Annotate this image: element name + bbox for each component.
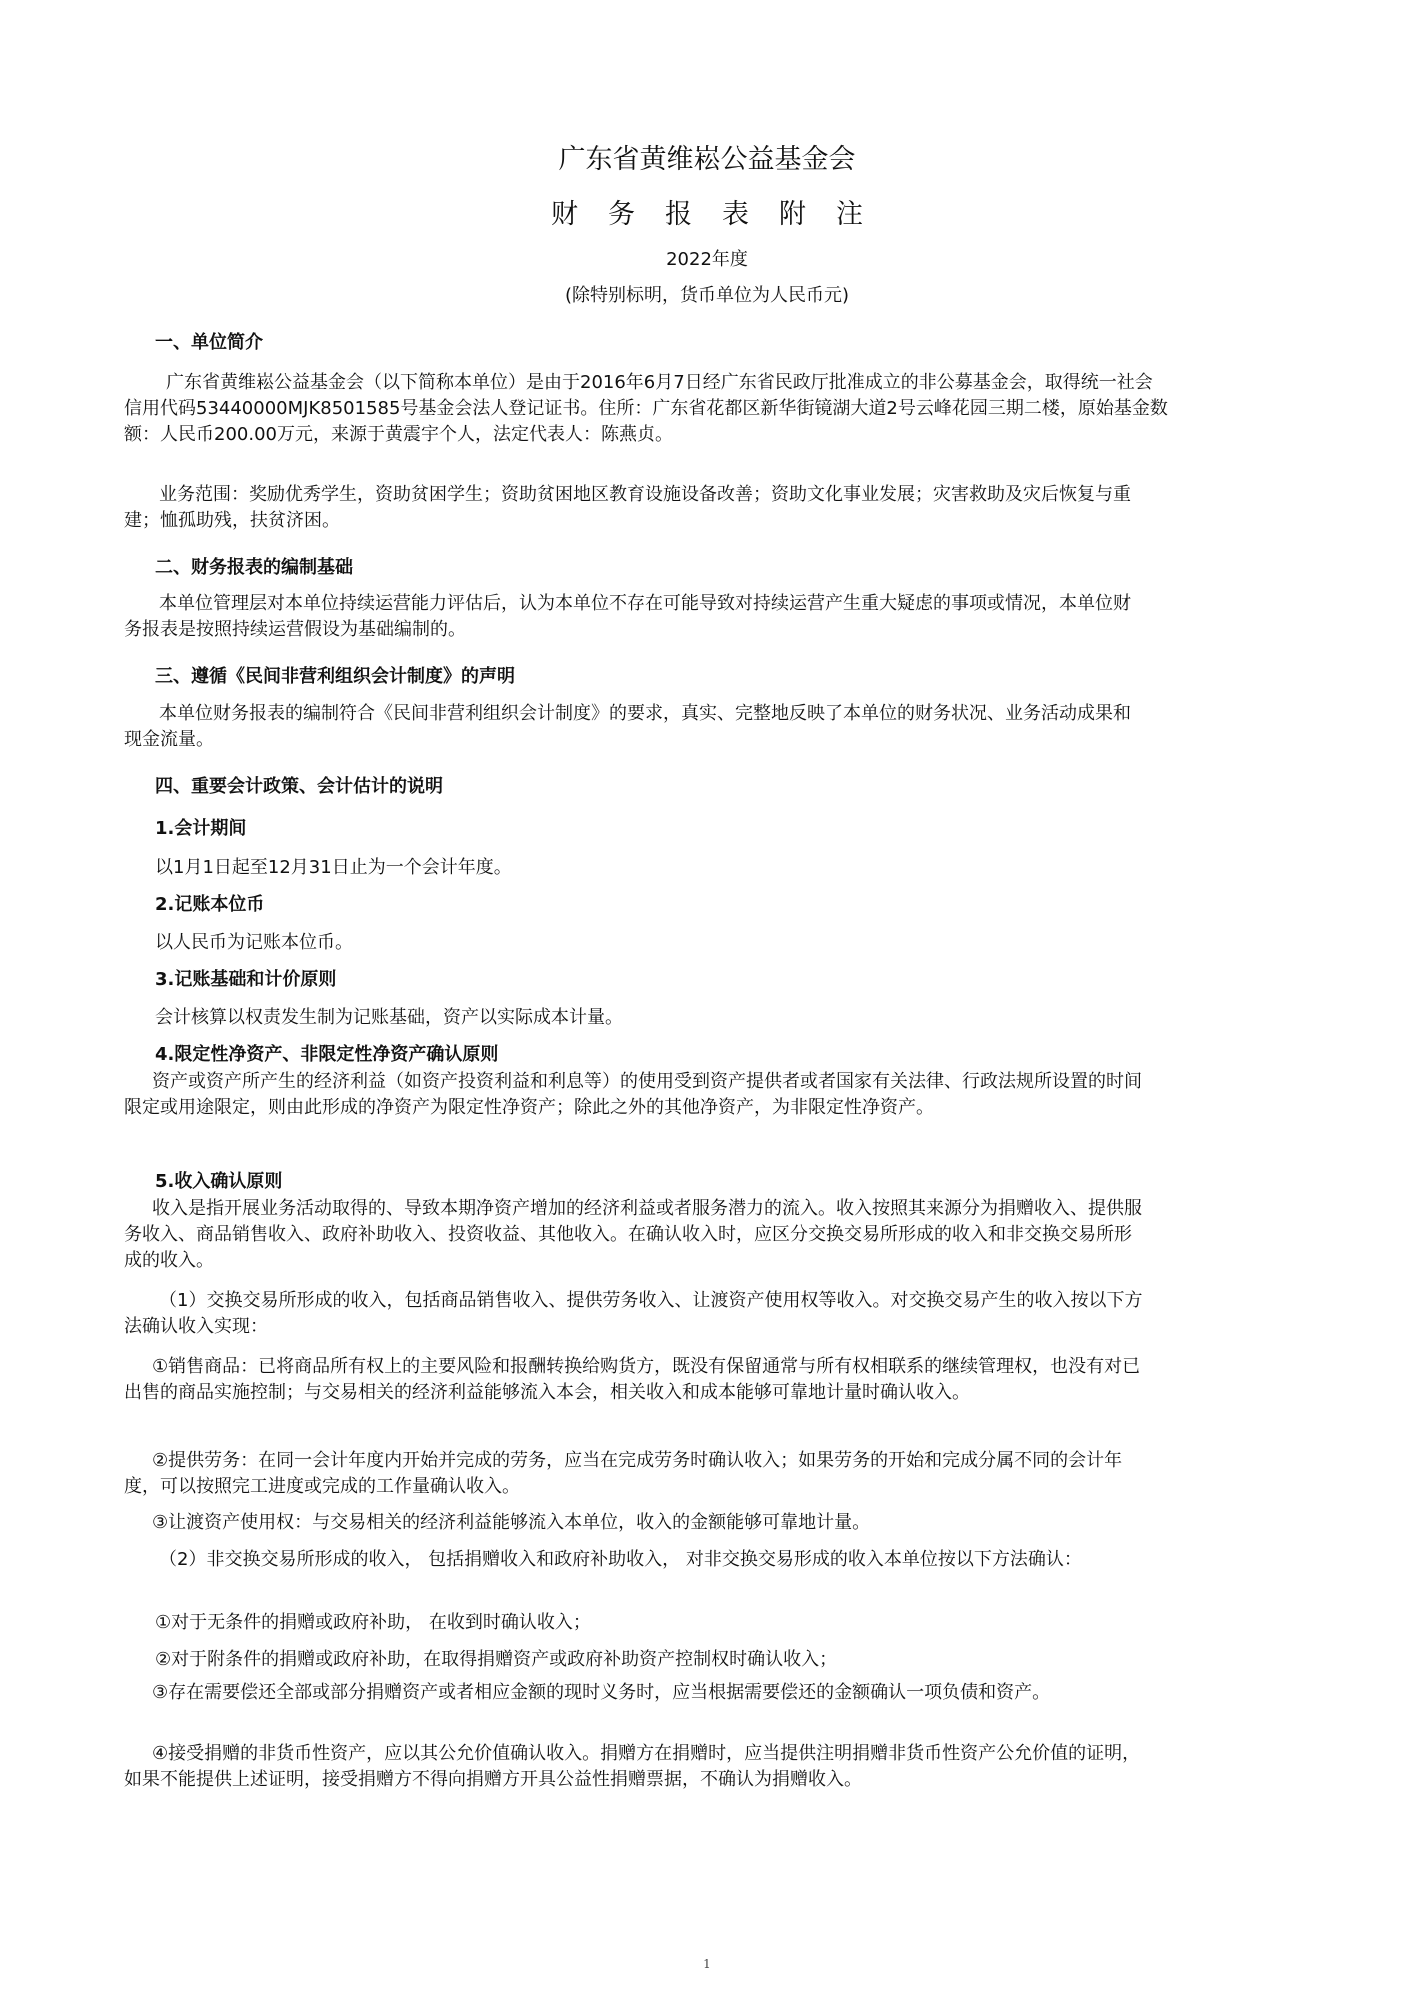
- paragraph-line: 以人民币为记账本位币。: [155, 932, 353, 953]
- org-title: 广东省黄维崧公益基金会: [558, 144, 856, 175]
- paragraph-line: 成的收入。: [124, 1250, 214, 1271]
- paragraph-line: 限定或用途限定，则由此形成的净资产为限定性净资产；除此之外的其他净资产，为非限定性净资产。: [124, 1097, 934, 1118]
- subsection-heading: 1.会计期间: [155, 818, 247, 839]
- paragraph-line: 现金流量。: [124, 729, 214, 750]
- paragraph-line: 建；恤孤助残，扶贫济困。: [124, 510, 340, 531]
- paragraph-line: ③让渡资产使用权：与交易相关的经济利益能够流入本单位，收入的金额能够可靠地计量。: [152, 1512, 871, 1533]
- paragraph-line: ②对于附条件的捐赠或政府补助，在取得捐赠资产或政府补助资产控制权时确认收入；: [155, 1649, 838, 1670]
- paragraph-line: 法确认收入实现：: [124, 1316, 268, 1337]
- paragraph-line: 广东省黄维崧公益基金会（以下简称本单位）是由于2016年6月7日经广东省民政厅批准成立的非公募基金会，取得统一社会: [166, 372, 1153, 393]
- paragraph-line: 出售的商品实施控制；与交易相关的经济利益能够流入本会，相关收入和成本能够可靠地计量时确认收入。: [124, 1382, 970, 1403]
- section-heading-4: 四、重要会计政策、会计估计的说明: [155, 776, 443, 797]
- paragraph-line: 额：人民币200.00万元，来源于黄震宇个人，法定代表人：陈燕贞。: [124, 424, 673, 445]
- currency-note: (除特别标明，货币单位为人民币元): [564, 285, 850, 306]
- subsection-heading: 3.记账基础和计价原则: [155, 969, 337, 990]
- paragraph-line: 务收入、商品销售收入、政府补助收入、投资收益、其他收入。在确认收入时，应区分交换交易所形成的收入和非交换交易所形: [124, 1224, 1132, 1245]
- paragraph-line: 本单位财务报表的编制符合《民间非营利组织会计制度》的要求，真实、完整地反映了本单位的财务状况、业务活动成果和: [159, 703, 1131, 724]
- page-number: 1: [703, 1957, 711, 1971]
- paragraph-line: 如果不能提供上述证明，接受捐赠方不得向捐赠方开具公益性捐赠票据，不确认为捐赠收入。: [124, 1769, 862, 1790]
- paragraph-line: ②提供劳务：在同一会计年度内开始并完成的劳务，应当在完成劳务时确认收入；如果劳务的开始和完成分属不同的会计年: [152, 1450, 1123, 1471]
- subsection-heading: 4.限定性净资产、非限定性净资产确认原则: [155, 1044, 499, 1065]
- paragraph-line: 资产或资产所产生的经济利益（如资产投资利益和利息等）的使用受到资产提供者或者国家有关法律、行政法规所设置的时间: [152, 1071, 1142, 1092]
- document-title: 财务报表附注: [551, 199, 893, 230]
- section-heading-2: 二、财务报表的编制基础: [155, 557, 353, 578]
- paragraph-line: （2）非交换交易所形成的收入， 包括捐赠收入和政府补助收入， 对非交换交易形成的收入本单位按以下方法确认：: [159, 1549, 1082, 1570]
- paragraph-line: 度，可以按照完工进度或完成的工作量确认收入。: [124, 1476, 520, 1497]
- paragraph-line: （1）交换交易所形成的收入，包括商品销售收入、提供劳务收入、让渡资产使用权等收入。对交换交易产生的收入按以下方: [159, 1290, 1143, 1311]
- subsection-heading: 2.记账本位币: [155, 894, 265, 915]
- paragraph-line: 信用代码53440000MJK8501585号基金会法人登记证书。住所：广东省花都区新华街镜湖大道2号云峰花园三期二楼，原始基金数: [124, 398, 1168, 419]
- paragraph-line: ④接受捐赠的非货币性资产，应以其公允价值确认收入。捐赠方在捐赠时，应当提供注明捐赠非货币性资产公允价值的证明，: [152, 1743, 1141, 1764]
- paragraph-line: ①销售商品：已将商品所有权上的主要风险和报酬转换给购货方，既没有保留通常与所有权相联系的继续管理权，也没有对已: [152, 1356, 1141, 1377]
- paragraph-line: 以1月1日起至12月31日止为一个会计年度。: [155, 857, 512, 878]
- paragraph-line: ①对于无条件的捐赠或政府补助， 在收到时确认收入；: [155, 1612, 591, 1633]
- section-heading-3: 三、遵循《民间非营利组织会计制度》的声明: [155, 666, 515, 687]
- section-heading-1: 一、单位简介: [155, 332, 263, 353]
- paragraph-line: ③存在需要偿还全部或部分捐赠资产或者相应金额的现时义务时，应当根据需要偿还的金额确认一项负债和资产。: [152, 1682, 1051, 1703]
- subsection-heading: 5.收入确认原则: [155, 1171, 283, 1192]
- paragraph-line: 会计核算以权责发生制为记账基础，资产以实际成本计量。: [155, 1007, 623, 1028]
- paragraph-line: 本单位管理层对本单位持续运营能力评估后，认为本单位不存在可能导致对持续运营产生重大疑虑的事项或情况，本单位财: [159, 593, 1131, 614]
- paragraph-line: 业务范围：奖励优秀学生，资助贫困学生；资助贫困地区教育设施设备改善；资助文化事业发展；灾害救助及灾后恢复与重: [159, 484, 1131, 505]
- paragraph-line: 收入是指开展业务活动取得的、导致本期净资产增加的经济利益或者服务潜力的流入。收入按照其来源分为捐赠收入、提供服: [152, 1198, 1142, 1219]
- report-year: 2022年度: [666, 249, 748, 270]
- paragraph-line: 务报表是按照持续运营假设为基础编制的。: [124, 619, 466, 640]
